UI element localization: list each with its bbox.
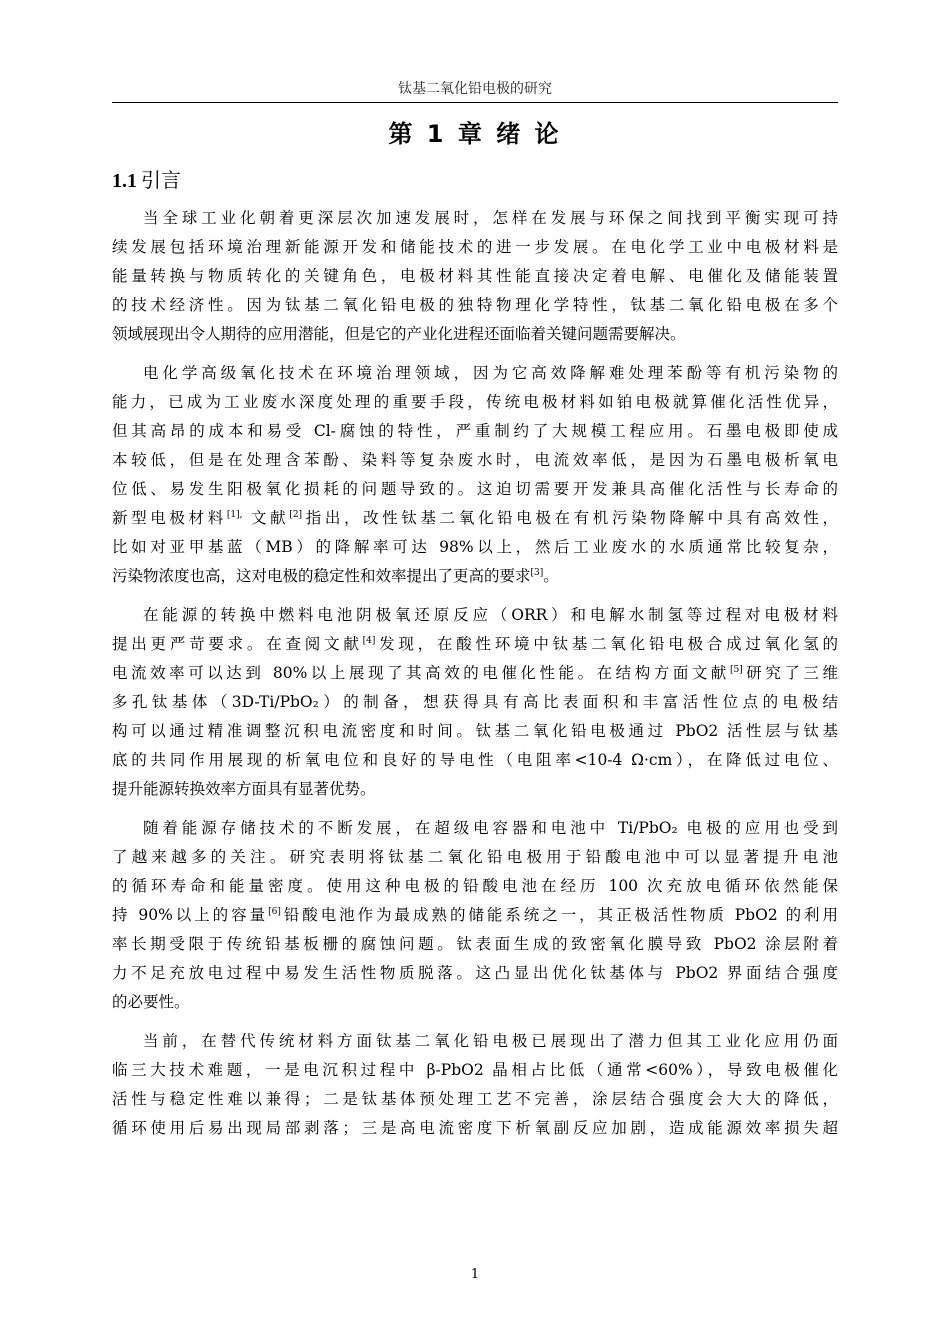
paragraph-3 <box>112 601 838 804</box>
text-line: 的技术经济性。因为钛基二氧化铅电极的独特物理化学特性，钛基二氧化铅电极在多个 <box>112 296 838 314</box>
text-run: 铅酸电池作为最成熟的储能系统之一，其正极活性物质 PbO2 的利用 <box>280 906 838 924</box>
text-line: 能力，已成为工业废水深度处理的重要手段，传统电极材料如铂电极就算催化活性优异， <box>112 393 838 411</box>
text-line: 续发展包括环境治理新能源开发和储能技术的进一步发展。在电化学工业中电极材料是 <box>112 238 838 256</box>
text-line: 电化学高级氧化技术在环境治理领域，因为它高效降解难处理苯酚等有机污染物的 <box>143 364 838 382</box>
text-line: 提升能源转换效率方面具有显著优势。 <box>112 780 376 798</box>
text-line <box>112 504 838 533</box>
text-line: 率长期受限于传统铅基板栅的腐蚀问题。钛表面生成的致密氧化膜导致 PbO2 涂层附着 <box>112 935 838 953</box>
text-run: 新型电极材料 <box>112 509 227 527</box>
text-run: 污染物浓度也高，这对电极的稳定性和效率提出了更高的要求 <box>112 567 531 585</box>
text-line: 比如对亚甲基蓝（MB）的降解率可达 98%以上，然后工业废水的水质通常比较复杂， <box>112 538 838 556</box>
text-line: 的必要性。 <box>112 993 190 1011</box>
text-run: 文献 <box>242 509 290 527</box>
section-number: 1.1 <box>112 170 137 192</box>
citation-ref-1: [1], <box>226 510 243 520</box>
text-line: 随着能源存储技术的不断发展，在超级电容器和电池中 Ti/PbO₂ 电极的应用也受到 <box>143 819 838 837</box>
text-line: 力不足充放电过程中易发生活性物质脱落。这凸显出优化钛基体与 PbO2 界面结合强度 <box>112 964 838 982</box>
header-rule <box>112 102 838 103</box>
text-line: 临三大技术难题，一是电沉积过程中 β-PbO2 晶相占比低（通常<60%），导致电极催化 <box>112 1061 838 1079</box>
text-line: 多孔钛基体（3D-Ti/PbO₂）的制备，想获得具有高比表面积和丰富活性位点的电极结 <box>112 693 838 711</box>
text-line: 但其高昂的成本和易受 Cl-腐蚀的特性，严重制约了大规模工程应用。石墨电极即使成 <box>112 422 838 440</box>
citation-ref-4: [4] <box>362 636 376 646</box>
paragraph-1 <box>112 204 838 349</box>
text-line: 当全球工业化朝着更深层次加速发展时，怎样在发展与环保之间找到平衡实现可持 <box>143 209 838 227</box>
text-line: 构可以通过精准调整沉积电流密度和时间。钛基二氧化铅电极通过 PbO2 活性层与钛基 <box>112 722 838 740</box>
paragraph-4 <box>112 814 838 1017</box>
text-line: 位低、易发生阳极氧化损耗的问题导致的。这迫切需要开发兼具高催化活性与长寿命的 <box>112 480 838 498</box>
text-line: 能量转换与物质转化的关键角色，电极材料其性能直接决定着电解、电催化及储能装置 <box>112 267 838 285</box>
text-run: 发现，在酸性环境中钛基二氧化铅电极合成过氧化氢的 <box>375 635 838 653</box>
text-line <box>112 901 838 930</box>
paragraph-2 <box>112 359 838 591</box>
page-number: 1 <box>470 1267 480 1282</box>
text-line: 本较低，但是在处理含苯酚、染料等复杂废水时，电流效率低，是因为石墨电极析氧电 <box>112 451 838 469</box>
text-line <box>112 562 838 591</box>
citation-ref-5: [5] <box>729 665 743 675</box>
text-run: 研究了三维 <box>742 664 838 682</box>
body-text <box>112 204 838 1153</box>
citation-ref-6: [6] <box>268 907 281 917</box>
text-run: 电流效率可以达到 80%以上展现了其高效的电催化性能。在结构方面文献 <box>112 664 730 682</box>
text-line: 当前，在替代传统材料方面钛基二氧化铅电极已展现出了潜力但其工业化应用仍面 <box>143 1032 838 1050</box>
paragraph-5 <box>112 1027 838 1143</box>
text-run: 提出更严苛要求。在查阅文献 <box>112 635 363 653</box>
text-line: 底的共同作用展现的析氧电位和良好的导电性（电阻率<10-4 Ω·cm），在降低过电位、 <box>112 751 838 769</box>
text-line: 了越来越多的关注。研究表明将钛基二氧化铅电极用于铅酸电池中可以显著提升电池 <box>112 848 838 866</box>
text-line: 活性与稳定性难以兼得；二是钛基体预处理工艺不完善，涂层结合强度会大大的降低， <box>112 1090 838 1108</box>
citation-ref-2: [2] <box>289 510 303 520</box>
text-run: 持 90%以上的容量 <box>112 906 269 924</box>
section-heading <box>112 164 181 193</box>
text-line: 的循环寿命和能量密度。使用这种电极的铅酸电池在经历 100 次充放电循环依然能保 <box>112 877 838 895</box>
text-line <box>112 630 838 659</box>
citation-ref-3: [3] <box>530 568 544 578</box>
text-run: 指出，改性钛基二氧化铅电极在有机污染物降解中具有高效性， <box>302 509 838 527</box>
running-header: 钛基二氧化铅电极的研究 <box>398 81 552 97</box>
text-line: 领域展现出令人期待的应用潜能，但是它的产业化进程还面临着关键问题需要解决。 <box>112 325 686 343</box>
chapter-title: 第 1 章 绪 论 <box>388 120 562 148</box>
text-run: 。 <box>543 567 559 585</box>
text-line <box>112 659 838 688</box>
section-title: 引言 <box>141 168 181 192</box>
text-line: 在能源的转换中燃料电池阴极氧还原反应（ORR）和电解水制氢等过程对电极材料 <box>143 606 838 624</box>
text-line: 循环使用后易出现局部剥落；三是高电流密度下析氧副反应加剧，造成能源效率损失超 <box>112 1119 838 1137</box>
